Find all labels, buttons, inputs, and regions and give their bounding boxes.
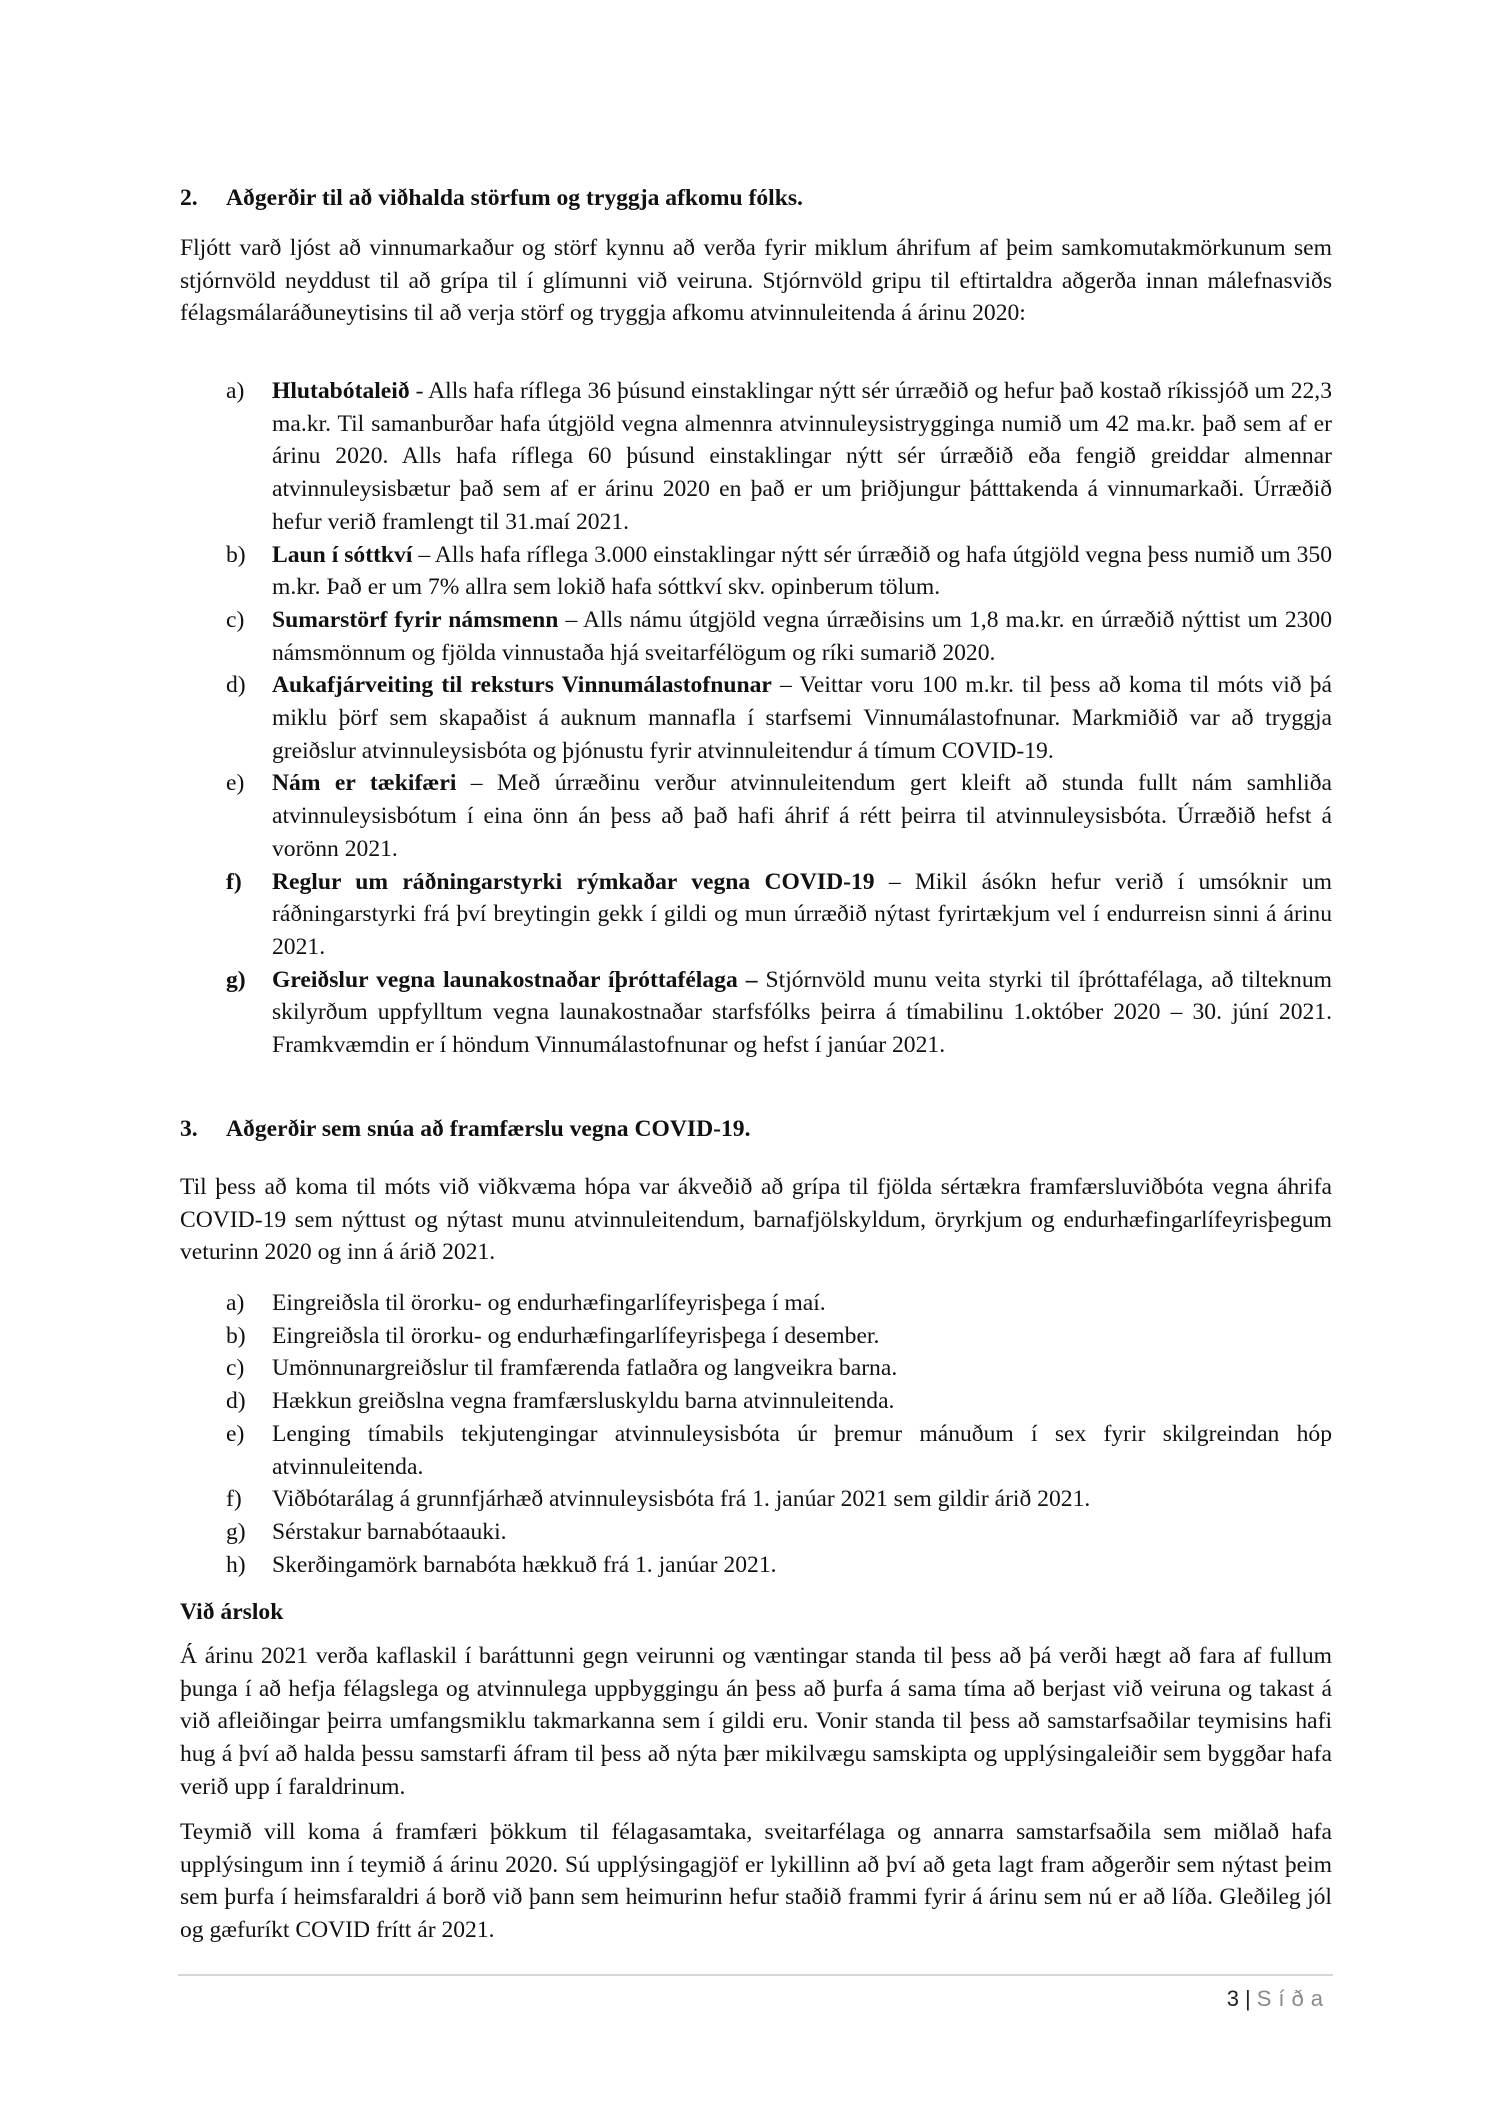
page-word: Síða xyxy=(1256,1986,1330,2011)
section-3-heading xyxy=(180,1113,1332,1146)
item-title: Hlutabótaleið xyxy=(272,378,410,404)
list-item xyxy=(226,1483,1332,1516)
list-item xyxy=(226,604,1332,669)
item-body: Skerðingamörk barnabóta hækkuð frá 1. janúar 2021. xyxy=(272,1551,777,1578)
list-text xyxy=(272,1385,1332,1418)
item-title: Nám er tækifæri xyxy=(272,770,457,797)
section-3-intro xyxy=(180,1171,1332,1269)
list-item xyxy=(226,539,1332,604)
heading-number: 2. xyxy=(180,185,198,211)
item-body: – Alls námu útgjöld vegna úrræðisins um 1,8 ma.kr. en úrræðið nýttist um 2300 námsmönnum og fjölda vinnustaða hjá sveitarfélögum og ríki sumarið 2020. xyxy=(272,606,1333,666)
paragraph: Á árinu 2021 verða kaflaskil í baráttunni gegn veirunni og væntingar standa til þess að þá verði hægt að fara af fullum þunga í að hefja félagslega og atvinnulega uppbyggingu án þess að þurfa á sama tíma að berjast við veiruna og takast á við afleiðingar þeirra umfangsmiklu takmarkanna sem í gildi eru. Vonir standa til þess að samstarfsaðilar teymisins hafi hug á því að halda þessu samstarfi áfram til þess að nýta þær mikilvægu samskipta og upplýsingaleiðir sem byggðar hafa verið upp í faraldrinum. xyxy=(180,1643,1332,1800)
heading-number: 3. xyxy=(180,1116,198,1142)
list-item xyxy=(226,669,1332,767)
list-label: g) xyxy=(226,966,246,993)
list-text xyxy=(272,1287,1332,1320)
paragraph: Fljótt varð ljóst að vinnumarkaður og störf kynnu að verða fyrir miklum áhrifum af þeim samkomutakmörkunum sem stjórnvöld neyddust til að grípa til í glímunni við veiruna. Stjórnvöld gripu til eftirtaldra aðgerða innan málefnasviðs félagsmálaráðuneytisins til að verja störf og tryggja afkomu atvinnuleitenda á árinu 2020: xyxy=(180,235,1332,327)
footer-separator: | xyxy=(1245,1986,1251,2011)
list-item xyxy=(226,767,1332,865)
list-text xyxy=(272,1549,1332,1582)
list-label: d) xyxy=(226,672,246,699)
list-label: a) xyxy=(226,378,245,404)
item-body: Umönnunargreiðslur til framfærenda fatlaðra og langveikra barna. xyxy=(272,1355,898,1382)
section-2-heading xyxy=(180,182,1332,215)
page-footer xyxy=(1227,1983,1330,2016)
item-title: Sumarstörf fyrir námsmenn xyxy=(272,606,559,633)
item-body: Sérstakur barnabótaauki. xyxy=(272,1518,507,1545)
list-item xyxy=(226,866,1332,964)
item-body: Lenging tímabils tekjutengingar atvinnuleysisbóta úr þremur mánuðum í sex fyrir skilgreindan hóp atvinnuleitenda. xyxy=(272,1420,1332,1480)
list-item xyxy=(226,1516,1332,1549)
list-item xyxy=(226,1549,1332,1582)
item-body: Eingreiðsla til örorku- og endurhæfingarlífeyrisþega í maí. xyxy=(272,1290,826,1316)
list-text xyxy=(272,1516,1332,1549)
footer-divider xyxy=(178,1974,1333,1976)
list-label: f) xyxy=(226,1486,242,1513)
list-label: f) xyxy=(226,868,242,895)
list-label: e) xyxy=(226,1420,245,1447)
section-2-list xyxy=(226,375,1332,1062)
item-body: Viðbótarálag á grunnfjárhæð atvinnuleysisbóta frá 1. janúar 2021 sem gildir árið 2021. xyxy=(272,1486,1091,1513)
item-body: Hækkun greiðslna vegna framfærsluskyldu barna atvinnuleitenda. xyxy=(272,1388,895,1415)
list-text xyxy=(272,767,1332,865)
closing-paragraph-2 xyxy=(180,1816,1332,1947)
heading-title: Aðgerðir sem snúa að framfærslu vegna COVID-19. xyxy=(226,1116,751,1142)
list-text xyxy=(272,1320,1332,1353)
item-body: Eingreiðsla til örorku- og endurhæfingarlífeyrisþega í desember. xyxy=(272,1322,880,1349)
list-label: c) xyxy=(226,1355,245,1382)
list-text xyxy=(272,539,1332,604)
list-label: a) xyxy=(226,1290,245,1316)
list-label: h) xyxy=(226,1551,246,1578)
list-item xyxy=(226,1320,1332,1353)
item-title: Greiðslur vegna launakostnaðar íþróttafélaga – xyxy=(272,966,758,993)
list-item xyxy=(226,1287,1332,1320)
list-text xyxy=(272,604,1332,669)
section-3-list xyxy=(226,1287,1332,1581)
list-item xyxy=(226,375,1332,539)
item-body: – Veittar voru 100 m.kr. til þess að koma til móts við þá miklu þörf sem skapaðist á auknum mannafla í starfsemi Vinnumálastofnunar. Markmiðið var að tryggja greiðslur atvinnuleysisbóta og þjónustu fyrir atvinnuleitendur á tímum COVID-19. xyxy=(272,672,1332,764)
item-body: - Alls hafa ríflega 36 þúsund einstaklingar nýtt sér úrræðið og hefur það kostað ríkissjóð um 22,3 ma.kr. Til samanburðar hafa útgjöld vegna almennra atvinnuleysistrygginga numið um 42 ma.kr. það sem af er árinu 2020. Alls hafa ríflega 60 þúsund einstaklingar nýtt sér úrræðið eða fengið greiddar almennar atvinnuleysisbætur það sem af er árinu 2020 en það er um þriðjungur þátttakenda á vinnumarkaði. Úrræðið hefur verið framlengt til 31.maí 2021. xyxy=(272,378,1332,535)
item-body: – Alls hafa ríflega 3.000 einstaklingar nýtt sér úrræðið og hafa útgjöld vegna þess numið um 350 m.kr. Það er um 7% allra sem lokið hafa sóttkví skv. opinberum tölum. xyxy=(272,541,1332,601)
list-text xyxy=(272,866,1332,964)
item-body: – Mikil ásókn hefur verið í umsóknir um ráðningarstyrki frá því breytingin gekk í gildi og mun úrræðið nýtast fyrirtækjum vel í endurreisn sinni á árinu 2021. xyxy=(272,868,1332,960)
list-label: e) xyxy=(226,770,245,797)
list-text xyxy=(272,1418,1332,1483)
list-item xyxy=(226,964,1332,1062)
closing-heading: Við árslok xyxy=(180,1599,284,1625)
list-item xyxy=(226,1352,1332,1385)
list-text xyxy=(272,375,1332,539)
closing-paragraph-1 xyxy=(180,1640,1332,1804)
heading-title: Aðgerðir til að viðhalda störfum og tryggja afkomu fólks. xyxy=(226,185,803,211)
item-title: Aukafjárveiting til reksturs Vinnumálastofnunar xyxy=(272,672,772,699)
list-label: c) xyxy=(226,606,245,633)
list-label: b) xyxy=(226,541,246,568)
list-text xyxy=(272,1483,1332,1516)
list-label: b) xyxy=(226,1322,246,1349)
section-2-intro xyxy=(180,232,1332,330)
list-text xyxy=(272,964,1332,1062)
list-text xyxy=(272,1352,1332,1385)
list-label: g) xyxy=(226,1518,246,1545)
item-title: Reglur um ráðningarstyrki rýmkaðar vegna COVID-19 xyxy=(272,868,875,895)
list-label: d) xyxy=(226,1388,246,1415)
item-body: – Með úrræðinu verður atvinnuleitendum gert kleift að stunda fullt nám samhliða atvinnuleysisbótum í eina önn án þess að það hafi áhrif á rétt þeirra til atvinnuleysisbóta. Úrræðið hefst á vorönn 2021. xyxy=(272,770,1332,862)
paragraph: Til þess að koma til móts við viðkvæma hópa var ákveðið að grípa til fjölda sértækra framfærsluviðbóta vegna áhrifa COVID-19 sem nýttust og nýtast munu atvinnuleitendum, barnafjölskyldum, öryrkjum og endurhæfingarlífeyrisþegum veturinn 2020 og inn á árið 2021. xyxy=(180,1174,1332,1266)
item-title: Laun í sóttkví xyxy=(272,541,413,568)
page-number: 3 xyxy=(1226,1986,1240,2011)
paragraph: Teymið vill koma á framfæri þökkum til félagasamtaka, sveitarfélaga og annarra samstarfsaðila sem miðlað hafa upplýsingum inn í teymið á árinu 2020. Sú upplýsingagjöf er lykillinn að því að geta lagt fram aðgerðir sem nýtast þeim sem þurfa í heimsfaraldri á borð við þann sem heimurinn hefur staðið frammi fyrir á árinu sem nú er að líða. Gleðileg jól og gæfuríkt COVID frítt ár 2021. xyxy=(180,1819,1332,1944)
list-item xyxy=(226,1385,1332,1418)
list-item xyxy=(226,1418,1332,1483)
item-body: Stjórnvöld munu veita styrki til íþróttafélaga, að tilteknum skilyrðum uppfylltum vegna launakostnaðar starfsfólks þeirra á tímabilinu 1.október 2020 – 30. júní 2021. Framkvæmdin er í höndum Vinnumálastofnunar og hefst í janúar 2021. xyxy=(272,966,1332,1059)
list-text xyxy=(272,669,1332,767)
